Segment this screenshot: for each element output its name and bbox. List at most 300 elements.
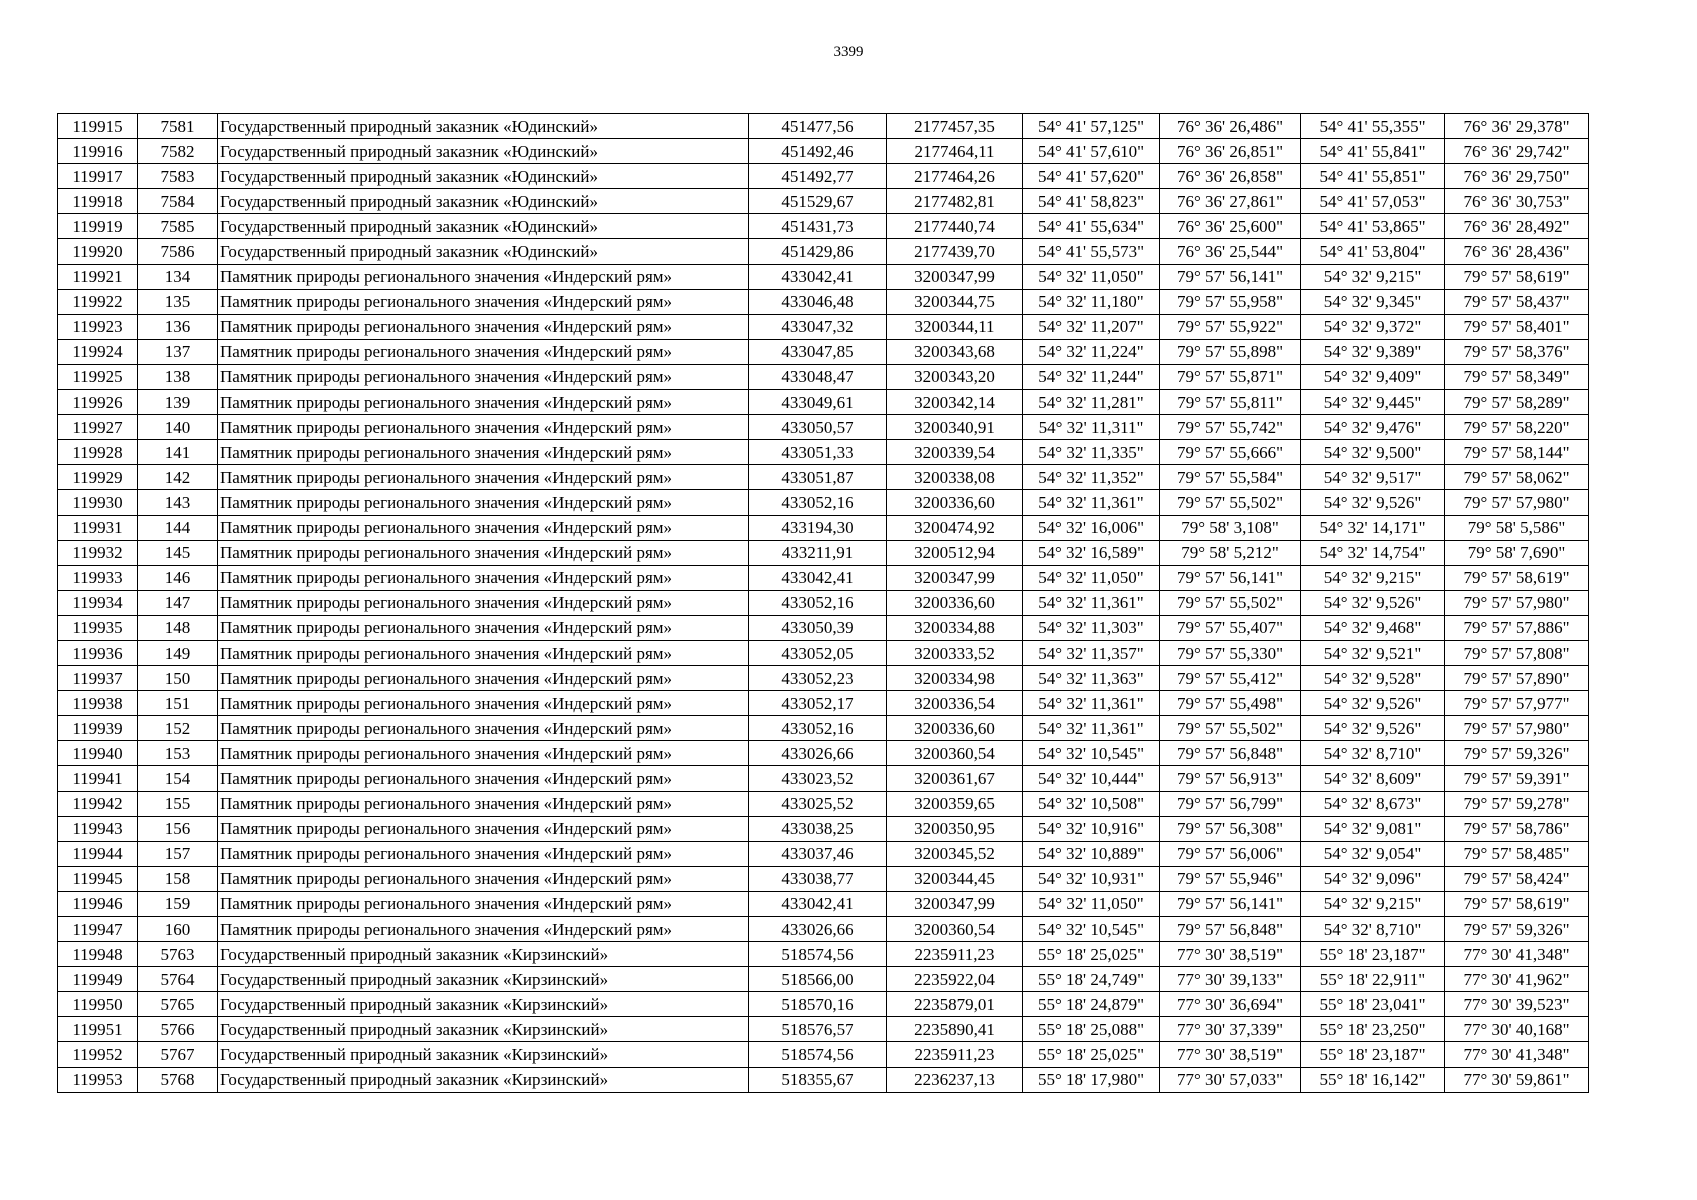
cell-coord-x: 518576,57 <box>749 1017 887 1042</box>
table-row <box>58 967 1589 992</box>
cell-coord-x: 433050,39 <box>749 615 887 640</box>
cell-latitude-1: 54° 32' 10,545" <box>1023 741 1160 766</box>
table-row <box>58 615 1589 640</box>
cell-coord-x: 433051,87 <box>749 465 887 490</box>
cell-latitude-1: 54° 41' 57,125" <box>1023 114 1160 139</box>
cell-longitude-2: 76° 36' 30,753" <box>1445 189 1589 214</box>
cell-territory-name: Памятник природы регионального значения «Индерский рям» <box>218 691 749 716</box>
cell-coord-x: 518355,67 <box>749 1067 887 1092</box>
cell-latitude-2: 54° 32' 9,445" <box>1301 390 1445 415</box>
cell-coord-x: 433048,47 <box>749 364 887 389</box>
cell-coord-y: 3200343,68 <box>887 339 1023 364</box>
cell-latitude-2: 54° 32' 9,409" <box>1301 364 1445 389</box>
cell-longitude-1: 76° 36' 25,600" <box>1160 214 1301 239</box>
cell-point-number: 155 <box>138 791 218 816</box>
cell-point-number: 134 <box>138 264 218 289</box>
cell-coord-x: 433052,23 <box>749 666 887 691</box>
cell-latitude-1: 54° 32' 10,508" <box>1023 791 1160 816</box>
cell-coord-x: 433047,32 <box>749 314 887 339</box>
cell-longitude-2: 77° 30' 39,523" <box>1445 992 1589 1017</box>
cell-latitude-2: 54° 32' 9,389" <box>1301 339 1445 364</box>
cell-latitude-2: 55° 18' 23,187" <box>1301 1042 1445 1067</box>
cell-coord-y: 3200347,99 <box>887 565 1023 590</box>
cell-point-number: 160 <box>138 917 218 942</box>
cell-latitude-1: 54° 32' 11,180" <box>1023 289 1160 314</box>
cell-coord-y: 2235879,01 <box>887 992 1023 1017</box>
cell-coord-x: 451492,77 <box>749 164 887 189</box>
cell-latitude-1: 54° 32' 11,363" <box>1023 666 1160 691</box>
cell-point-number: 146 <box>138 565 218 590</box>
cell-longitude-2: 79° 57' 58,619" <box>1445 264 1589 289</box>
cell-latitude-1: 55° 18' 24,879" <box>1023 992 1160 1017</box>
cell-point-number: 148 <box>138 615 218 640</box>
table-row <box>58 139 1589 164</box>
cell-longitude-1: 79° 57' 55,330" <box>1160 640 1301 665</box>
table-row <box>58 465 1589 490</box>
table-row <box>58 841 1589 866</box>
table-row <box>58 590 1589 615</box>
cell-longitude-1: 77° 30' 38,519" <box>1160 942 1301 967</box>
cell-coord-y: 3200360,54 <box>887 917 1023 942</box>
cell-longitude-2: 76° 36' 29,378" <box>1445 114 1589 139</box>
table-row <box>58 917 1589 942</box>
cell-longitude-2: 79° 57' 59,326" <box>1445 741 1589 766</box>
cell-longitude-1: 79° 57' 55,666" <box>1160 440 1301 465</box>
cell-longitude-2: 79° 57' 57,980" <box>1445 490 1589 515</box>
cell-latitude-1: 55° 18' 25,025" <box>1023 1042 1160 1067</box>
cell-coord-x: 433211,91 <box>749 540 887 565</box>
cell-latitude-2: 55° 18' 16,142" <box>1301 1067 1445 1092</box>
cell-point-number: 153 <box>138 741 218 766</box>
cell-latitude-2: 54° 41' 53,804" <box>1301 239 1445 264</box>
cell-longitude-1: 79° 57' 55,898" <box>1160 339 1301 364</box>
cell-point-number: 159 <box>138 891 218 916</box>
cell-territory-name: Памятник природы регионального значения «Индерский рям» <box>218 364 749 389</box>
cell-territory-name: Памятник природы регионального значения «Индерский рям» <box>218 816 749 841</box>
cell-latitude-2: 54° 41' 55,851" <box>1301 164 1445 189</box>
table-row <box>58 791 1589 816</box>
cell-coord-y: 3200336,54 <box>887 691 1023 716</box>
cell-longitude-1: 79° 57' 56,848" <box>1160 917 1301 942</box>
table-row <box>58 264 1589 289</box>
table-row <box>58 114 1589 139</box>
cell-row-id: 119941 <box>58 766 138 791</box>
cell-latitude-1: 54° 41' 55,573" <box>1023 239 1160 264</box>
cell-coord-y: 2235911,23 <box>887 1042 1023 1067</box>
cell-latitude-1: 54° 32' 11,050" <box>1023 565 1160 590</box>
cell-latitude-1: 54° 32' 11,303" <box>1023 615 1160 640</box>
cell-latitude-2: 55° 18' 23,041" <box>1301 992 1445 1017</box>
cell-row-id: 119919 <box>58 214 138 239</box>
table-row <box>58 214 1589 239</box>
cell-coord-x: 518570,16 <box>749 992 887 1017</box>
cell-point-number: 137 <box>138 339 218 364</box>
cell-coord-y: 3200347,99 <box>887 891 1023 916</box>
cell-longitude-1: 79° 57' 55,584" <box>1160 465 1301 490</box>
cell-territory-name: Памятник природы регионального значения «Индерский рям» <box>218 615 749 640</box>
cell-latitude-1: 54° 41' 57,620" <box>1023 164 1160 189</box>
cell-latitude-1: 54° 32' 11,311" <box>1023 415 1160 440</box>
cell-longitude-2: 79° 57' 57,890" <box>1445 666 1589 691</box>
cell-territory-name: Государственный природный заказник «Кирзинский» <box>218 1067 749 1092</box>
cell-coord-y: 3200342,14 <box>887 390 1023 415</box>
cell-row-id: 119943 <box>58 816 138 841</box>
cell-longitude-1: 79° 57' 55,871" <box>1160 364 1301 389</box>
cell-point-number: 141 <box>138 440 218 465</box>
cell-territory-name: Памятник природы регионального значения «Индерский рям» <box>218 415 749 440</box>
cell-territory-name: Памятник природы регионального значения «Индерский рям» <box>218 791 749 816</box>
cell-territory-name: Памятник природы регионального значения «Индерский рям» <box>218 515 749 540</box>
cell-latitude-1: 54° 32' 11,224" <box>1023 339 1160 364</box>
cell-latitude-2: 54° 32' 9,526" <box>1301 590 1445 615</box>
table-row <box>58 766 1589 791</box>
cell-point-number: 139 <box>138 390 218 415</box>
cell-coord-x: 451529,67 <box>749 189 887 214</box>
cell-territory-name: Памятник природы регионального значения «Индерский рям» <box>218 314 749 339</box>
cell-point-number: 140 <box>138 415 218 440</box>
cell-territory-name: Памятник природы регионального значения «Индерский рям» <box>218 490 749 515</box>
cell-territory-name: Памятник природы регионального значения «Индерский рям» <box>218 666 749 691</box>
cell-coord-x: 518566,00 <box>749 967 887 992</box>
cell-longitude-1: 79° 57' 56,308" <box>1160 816 1301 841</box>
cell-coord-y: 3200360,54 <box>887 741 1023 766</box>
cell-point-number: 152 <box>138 716 218 741</box>
cell-point-number: 157 <box>138 841 218 866</box>
cell-latitude-1: 54° 32' 11,352" <box>1023 465 1160 490</box>
cell-coord-x: 433051,33 <box>749 440 887 465</box>
cell-latitude-2: 54° 32' 9,526" <box>1301 716 1445 741</box>
table-row <box>58 415 1589 440</box>
table-row <box>58 314 1589 339</box>
cell-latitude-2: 54° 32' 14,754" <box>1301 540 1445 565</box>
cell-point-number: 144 <box>138 515 218 540</box>
table-row <box>58 164 1589 189</box>
cell-coord-y: 3200350,95 <box>887 816 1023 841</box>
cell-row-id: 119951 <box>58 1017 138 1042</box>
cell-point-number: 7584 <box>138 189 218 214</box>
cell-coord-x: 518574,56 <box>749 942 887 967</box>
cell-territory-name: Памятник природы регионального значения «Индерский рям» <box>218 590 749 615</box>
cell-coord-x: 518574,56 <box>749 1042 887 1067</box>
cell-coord-x: 433049,61 <box>749 390 887 415</box>
cell-coord-x: 433042,41 <box>749 565 887 590</box>
cell-latitude-1: 54° 32' 11,357" <box>1023 640 1160 665</box>
cell-coord-y: 3200344,75 <box>887 289 1023 314</box>
cell-longitude-1: 79° 57' 55,502" <box>1160 490 1301 515</box>
cell-longitude-1: 76° 36' 26,486" <box>1160 114 1301 139</box>
cell-longitude-2: 79° 57' 58,619" <box>1445 891 1589 916</box>
cell-latitude-1: 54° 32' 11,050" <box>1023 891 1160 916</box>
cell-coord-x: 433026,66 <box>749 741 887 766</box>
cell-point-number: 149 <box>138 640 218 665</box>
cell-longitude-1: 79° 57' 55,742" <box>1160 415 1301 440</box>
cell-latitude-2: 54° 32' 9,521" <box>1301 640 1445 665</box>
table-row <box>58 490 1589 515</box>
cell-coord-x: 433052,16 <box>749 716 887 741</box>
cell-territory-name: Памятник природы регионального значения «Индерский рям» <box>218 440 749 465</box>
cell-coord-y: 2177464,11 <box>887 139 1023 164</box>
cell-longitude-1: 79° 57' 55,958" <box>1160 289 1301 314</box>
cell-row-id: 119952 <box>58 1042 138 1067</box>
cell-longitude-1: 77° 30' 38,519" <box>1160 1042 1301 1067</box>
table-row <box>58 540 1589 565</box>
cell-coord-y: 3200336,60 <box>887 716 1023 741</box>
cell-longitude-2: 77° 30' 59,861" <box>1445 1067 1589 1092</box>
cell-latitude-2: 54° 32' 9,526" <box>1301 691 1445 716</box>
cell-longitude-1: 79° 57' 55,502" <box>1160 590 1301 615</box>
cell-territory-name: Памятник природы регионального значения «Индерский рям» <box>218 866 749 891</box>
cell-longitude-1: 76° 36' 27,861" <box>1160 189 1301 214</box>
cell-coord-y: 3200343,20 <box>887 364 1023 389</box>
cell-longitude-1: 79° 57' 56,006" <box>1160 841 1301 866</box>
cell-longitude-2: 76° 36' 29,750" <box>1445 164 1589 189</box>
cell-latitude-2: 54° 32' 9,345" <box>1301 289 1445 314</box>
cell-longitude-1: 79° 57' 55,811" <box>1160 390 1301 415</box>
cell-row-id: 119934 <box>58 590 138 615</box>
cell-coord-x: 451429,86 <box>749 239 887 264</box>
cell-latitude-1: 55° 18' 25,025" <box>1023 942 1160 967</box>
cell-coord-y: 3200474,92 <box>887 515 1023 540</box>
table-row <box>58 942 1589 967</box>
cell-row-id: 119921 <box>58 264 138 289</box>
cell-territory-name: Государственный природный заказник «Кирзинский» <box>218 967 749 992</box>
cell-longitude-2: 77° 30' 41,962" <box>1445 967 1589 992</box>
table-row <box>58 515 1589 540</box>
cell-longitude-1: 77° 30' 39,133" <box>1160 967 1301 992</box>
cell-longitude-2: 76° 36' 28,436" <box>1445 239 1589 264</box>
cell-territory-name: Государственный природный заказник «Юдинский» <box>218 114 749 139</box>
cell-latitude-1: 54° 32' 10,931" <box>1023 866 1160 891</box>
cell-longitude-2: 79° 57' 58,062" <box>1445 465 1589 490</box>
cell-coord-y: 3200344,11 <box>887 314 1023 339</box>
cell-latitude-1: 55° 18' 24,749" <box>1023 967 1160 992</box>
cell-row-id: 119948 <box>58 942 138 967</box>
cell-longitude-1: 79° 57' 56,141" <box>1160 891 1301 916</box>
table-row <box>58 866 1589 891</box>
cell-coord-y: 3200340,91 <box>887 415 1023 440</box>
cell-point-number: 5765 <box>138 992 218 1017</box>
cell-longitude-1: 77° 30' 57,033" <box>1160 1067 1301 1092</box>
cell-row-id: 119932 <box>58 540 138 565</box>
cell-territory-name: Памятник природы регионального значения «Индерский рям» <box>218 339 749 364</box>
cell-latitude-1: 54° 32' 11,361" <box>1023 691 1160 716</box>
cell-row-id: 119946 <box>58 891 138 916</box>
cell-territory-name: Государственный природный заказник «Юдинский» <box>218 214 749 239</box>
cell-longitude-1: 76° 36' 26,851" <box>1160 139 1301 164</box>
cell-row-id: 119930 <box>58 490 138 515</box>
cell-point-number: 5764 <box>138 967 218 992</box>
table-row <box>58 691 1589 716</box>
cell-coord-x: 433038,77 <box>749 866 887 891</box>
cell-latitude-2: 55° 18' 22,911" <box>1301 967 1445 992</box>
cell-coord-y: 3200344,45 <box>887 866 1023 891</box>
cell-coord-x: 433050,57 <box>749 415 887 440</box>
cell-longitude-1: 79° 57' 55,407" <box>1160 615 1301 640</box>
cell-point-number: 145 <box>138 540 218 565</box>
cell-territory-name: Памятник природы регионального значения «Индерский рям» <box>218 540 749 565</box>
cell-territory-name: Памятник природы регионального значения «Индерский рям» <box>218 390 749 415</box>
cell-longitude-1: 79° 57' 55,946" <box>1160 866 1301 891</box>
cell-point-number: 154 <box>138 766 218 791</box>
cell-territory-name: Государственный природный заказник «Кирзинский» <box>218 992 749 1017</box>
cell-latitude-2: 54° 41' 53,865" <box>1301 214 1445 239</box>
cell-longitude-2: 79° 57' 58,437" <box>1445 289 1589 314</box>
cell-coord-x: 451477,56 <box>749 114 887 139</box>
cell-coord-x: 433026,66 <box>749 917 887 942</box>
cell-territory-name: Памятник природы регионального значения «Индерский рям» <box>218 640 749 665</box>
cell-longitude-1: 79° 58' 5,212" <box>1160 540 1301 565</box>
page-number: 3399 <box>833 44 864 60</box>
cell-longitude-2: 79° 57' 57,980" <box>1445 716 1589 741</box>
cell-territory-name: Памятник природы регионального значения «Индерский рям» <box>218 917 749 942</box>
cell-row-id: 119936 <box>58 640 138 665</box>
cell-territory-name: Государственный природный заказник «Кирзинский» <box>218 942 749 967</box>
cell-latitude-1: 54° 41' 58,823" <box>1023 189 1160 214</box>
cell-latitude-2: 54° 32' 8,710" <box>1301 917 1445 942</box>
cell-point-number: 151 <box>138 691 218 716</box>
cell-coord-y: 3200338,08 <box>887 465 1023 490</box>
cell-longitude-2: 77° 30' 41,348" <box>1445 1042 1589 1067</box>
cell-longitude-2: 79° 57' 57,886" <box>1445 615 1589 640</box>
cell-point-number: 158 <box>138 866 218 891</box>
cell-longitude-1: 79° 57' 56,913" <box>1160 766 1301 791</box>
cell-longitude-1: 79° 57' 56,141" <box>1160 565 1301 590</box>
cell-territory-name: Памятник природы регионального значения «Индерский рям» <box>218 264 749 289</box>
table-row <box>58 364 1589 389</box>
cell-row-id: 119935 <box>58 615 138 640</box>
cell-latitude-2: 54° 32' 9,215" <box>1301 891 1445 916</box>
cell-row-id: 119950 <box>58 992 138 1017</box>
cell-latitude-1: 54° 32' 11,281" <box>1023 390 1160 415</box>
cell-longitude-2: 76° 36' 29,742" <box>1445 139 1589 164</box>
table-row <box>58 992 1589 1017</box>
cell-longitude-2: 79° 57' 57,808" <box>1445 640 1589 665</box>
cell-coord-y: 3200334,88 <box>887 615 1023 640</box>
cell-row-id: 119928 <box>58 440 138 465</box>
cell-row-id: 119916 <box>58 139 138 164</box>
cell-coord-y: 2177457,35 <box>887 114 1023 139</box>
cell-latitude-2: 54° 32' 9,526" <box>1301 490 1445 515</box>
cell-latitude-2: 54° 32' 9,476" <box>1301 415 1445 440</box>
cell-longitude-2: 79° 57' 59,278" <box>1445 791 1589 816</box>
cell-longitude-2: 79° 57' 58,289" <box>1445 390 1589 415</box>
cell-latitude-1: 54° 32' 11,050" <box>1023 264 1160 289</box>
cell-latitude-2: 54° 32' 9,468" <box>1301 615 1445 640</box>
cell-longitude-2: 79° 57' 58,485" <box>1445 841 1589 866</box>
cell-longitude-1: 76° 36' 25,544" <box>1160 239 1301 264</box>
cell-territory-name: Памятник природы регионального значения «Индерский рям» <box>218 289 749 314</box>
cell-row-id: 119922 <box>58 289 138 314</box>
cell-point-number: 7583 <box>138 164 218 189</box>
table-row <box>58 1042 1589 1067</box>
cell-longitude-2: 76° 36' 28,492" <box>1445 214 1589 239</box>
cell-point-number: 138 <box>138 364 218 389</box>
cell-row-id: 119938 <box>58 691 138 716</box>
cell-point-number: 7581 <box>138 114 218 139</box>
table-row <box>58 666 1589 691</box>
cell-row-id: 119939 <box>58 716 138 741</box>
cell-coord-y: 3200345,52 <box>887 841 1023 866</box>
table-row <box>58 239 1589 264</box>
cell-point-number: 5766 <box>138 1017 218 1042</box>
cell-latitude-1: 54° 32' 11,361" <box>1023 490 1160 515</box>
cell-row-id: 119944 <box>58 841 138 866</box>
cell-row-id: 119927 <box>58 415 138 440</box>
cell-point-number: 7586 <box>138 239 218 264</box>
cell-latitude-2: 54° 32' 9,528" <box>1301 666 1445 691</box>
cell-territory-name: Государственный природный заказник «Кирзинский» <box>218 1042 749 1067</box>
cell-latitude-2: 54° 32' 8,609" <box>1301 766 1445 791</box>
cell-territory-name: Памятник природы регионального значения «Индерский рям» <box>218 766 749 791</box>
cell-latitude-1: 54° 32' 16,006" <box>1023 515 1160 540</box>
cell-coord-y: 3200347,99 <box>887 264 1023 289</box>
cell-longitude-1: 77° 30' 36,694" <box>1160 992 1301 1017</box>
cell-latitude-2: 55° 18' 23,187" <box>1301 942 1445 967</box>
table-row <box>58 891 1589 916</box>
cell-coord-x: 433052,05 <box>749 640 887 665</box>
cell-coord-y: 3200336,60 <box>887 590 1023 615</box>
cell-row-id: 119937 <box>58 666 138 691</box>
cell-coord-y: 2177464,26 <box>887 164 1023 189</box>
cell-longitude-1: 77° 30' 37,339" <box>1160 1017 1301 1042</box>
table-row <box>58 1017 1589 1042</box>
cell-latitude-1: 54° 32' 11,244" <box>1023 364 1160 389</box>
cell-coord-x: 433052,16 <box>749 590 887 615</box>
cell-coord-x: 433052,17 <box>749 691 887 716</box>
table-row <box>58 390 1589 415</box>
table-row <box>58 741 1589 766</box>
cell-coord-x: 433052,16 <box>749 490 887 515</box>
cell-row-id: 119920 <box>58 239 138 264</box>
cell-coord-x: 433038,25 <box>749 816 887 841</box>
cell-coord-y: 2177482,81 <box>887 189 1023 214</box>
cell-coord-x: 433023,52 <box>749 766 887 791</box>
cell-point-number: 156 <box>138 816 218 841</box>
table-row <box>58 816 1589 841</box>
cell-longitude-1: 79° 57' 56,799" <box>1160 791 1301 816</box>
cell-territory-name: Государственный природный заказник «Юдинский» <box>218 164 749 189</box>
table-row <box>58 716 1589 741</box>
cell-territory-name: Памятник природы регионального значения «Индерский рям» <box>218 565 749 590</box>
table-row <box>58 440 1589 465</box>
cell-latitude-1: 54° 32' 10,545" <box>1023 917 1160 942</box>
cell-longitude-2: 79° 57' 58,144" <box>1445 440 1589 465</box>
cell-latitude-1: 54° 32' 11,207" <box>1023 314 1160 339</box>
cell-latitude-1: 54° 32' 11,361" <box>1023 716 1160 741</box>
cell-longitude-2: 79° 58' 7,690" <box>1445 540 1589 565</box>
cell-latitude-2: 54° 32' 8,673" <box>1301 791 1445 816</box>
cell-coord-y: 2235922,04 <box>887 967 1023 992</box>
cell-latitude-2: 54° 32' 9,081" <box>1301 816 1445 841</box>
cell-longitude-2: 77° 30' 41,348" <box>1445 942 1589 967</box>
cell-longitude-1: 79° 57' 55,412" <box>1160 666 1301 691</box>
cell-row-id: 119924 <box>58 339 138 364</box>
cell-latitude-1: 55° 18' 25,088" <box>1023 1017 1160 1042</box>
cell-row-id: 119945 <box>58 866 138 891</box>
cell-longitude-1: 79° 57' 55,922" <box>1160 314 1301 339</box>
cell-coord-x: 433046,48 <box>749 289 887 314</box>
cell-territory-name: Памятник природы регионального значения «Индерский рям» <box>218 891 749 916</box>
cell-point-number: 5767 <box>138 1042 218 1067</box>
cell-latitude-2: 55° 18' 23,250" <box>1301 1017 1445 1042</box>
cell-coord-x: 433025,52 <box>749 791 887 816</box>
table-row <box>58 339 1589 364</box>
table-row <box>58 289 1589 314</box>
cell-coord-x: 433047,85 <box>749 339 887 364</box>
cell-coord-x: 451431,73 <box>749 214 887 239</box>
table-body <box>58 114 1589 1093</box>
cell-longitude-2: 79° 57' 58,424" <box>1445 866 1589 891</box>
